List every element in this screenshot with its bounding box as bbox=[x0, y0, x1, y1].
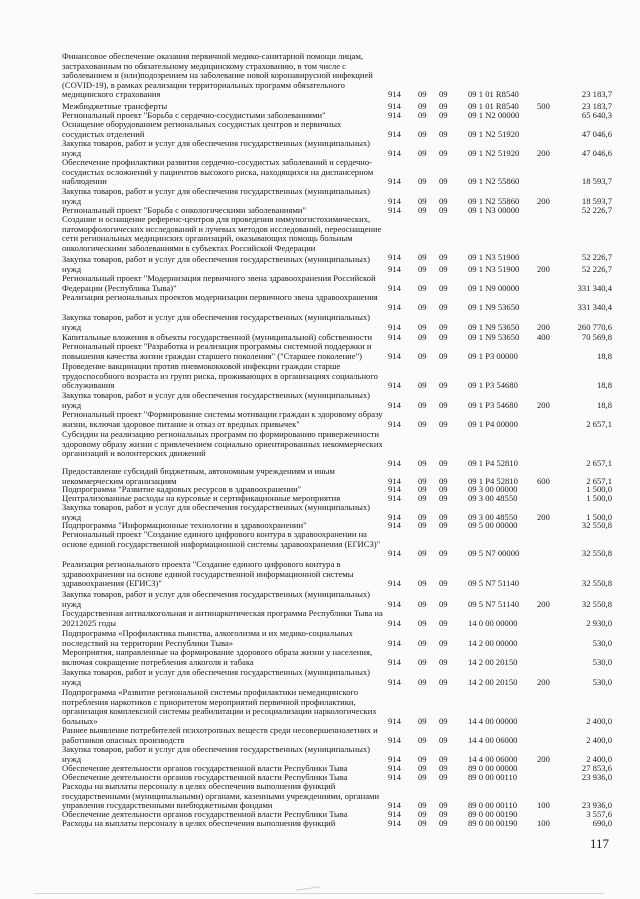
row-rz-code: 09 bbox=[418, 110, 427, 120]
row-rz-code: 09 bbox=[418, 399, 427, 410]
row-pr-code: 09 bbox=[439, 484, 448, 494]
row-pr-code: 09 bbox=[439, 89, 448, 99]
row-gr-code: 914 bbox=[388, 89, 401, 99]
row-name: Подпрограмма «Профилактика пьянства, алкоголизма и их медико-социальных последствий на территории Республики Тыва» bbox=[62, 628, 353, 648]
row-rz-code: 09 bbox=[418, 493, 427, 503]
row-amount: 23 936,0 bbox=[581, 800, 612, 810]
row-rz-code: 09 bbox=[418, 418, 427, 429]
row-amount: 52 226,7 bbox=[581, 205, 612, 215]
row-name: Региональный проект "Формирование системы мотивации граждан к здоровому образу жизни, включая здоровое питание и отказ от вредных привычек" bbox=[62, 409, 383, 429]
row-pr-code: 09 bbox=[439, 205, 448, 215]
row-name: Обеспечение деятельности органов государственной власти Республики Тыва bbox=[62, 763, 348, 773]
row-pr-code: 09 bbox=[439, 637, 448, 648]
row-amount: 2 400,0 bbox=[586, 753, 612, 764]
row-amount: 18 593,7 bbox=[581, 176, 612, 186]
row-pr-code: 09 bbox=[439, 753, 448, 764]
row-gr-code: 914 bbox=[388, 380, 401, 390]
row-gr-code: 914 bbox=[388, 493, 401, 503]
row-amount: 2 657,1 bbox=[586, 457, 612, 468]
row-vr-code: 200 bbox=[537, 511, 550, 522]
row-cs-code: 09 1 N2 51920 bbox=[468, 147, 520, 158]
row-pr-code: 09 bbox=[439, 350, 448, 361]
row-cs-code: 09 1 P3 54680 bbox=[468, 399, 518, 410]
row-gr-code: 914 bbox=[388, 301, 401, 312]
page-number: 117 bbox=[590, 836, 610, 851]
row-pr-code: 09 bbox=[439, 128, 448, 139]
row-amount: 65 640,3 bbox=[581, 110, 612, 120]
row-amount: 2 657,1 bbox=[586, 475, 612, 486]
row-pr-code: 09 bbox=[439, 656, 448, 667]
row-amount: 47 046,6 bbox=[581, 128, 612, 139]
row-gr-code: 914 bbox=[388, 578, 401, 588]
row-vr-code: 100 bbox=[537, 818, 550, 828]
row-name: Закупка товаров, работ и услуг для обеспечения государственных (муниципальных) нужд bbox=[62, 186, 370, 206]
row-name: Закупка товаров, работ и услуг для обеспечения государственных (муниципальных) нужд bbox=[62, 390, 370, 410]
row-rz-code: 09 bbox=[418, 511, 427, 522]
row-cs-code: 89 0 00 00190 bbox=[468, 818, 518, 828]
row-gr-code: 914 bbox=[388, 101, 401, 111]
row-rz-code: 09 bbox=[418, 763, 427, 773]
row-amount: 70 569,8 bbox=[581, 332, 612, 342]
row-amount: 18,8 bbox=[596, 399, 612, 410]
row-gr-code: 914 bbox=[388, 511, 401, 522]
scan-mark bbox=[296, 886, 320, 890]
row-name: Создание и оснащение референс-центров для проведения иммуногистохимических, патоморфологических исследований и лучевых методов исследований, переоснащение сети региональных медицинских организаций, оказывающих помощь больным онкологическими заболеваниями в субъектах Российской Федерации bbox=[62, 214, 382, 253]
row-amount: 52 226,7 bbox=[581, 263, 612, 274]
row-name: Подпрограмма "Информационные технологии в здравоохранении" bbox=[62, 520, 307, 530]
row-name: Реализация региональных проектов модернизации первичного звена здравоохранения bbox=[62, 292, 378, 302]
row-name: Обеспечение профилактики развития сердечно-сосудистых заболеваний и сердечно-сосудистых осложнений у пациентов высокого риска, находящихся на диспансерном наблюдении bbox=[62, 157, 374, 186]
row-cs-code: 09 1 P3 00000 bbox=[468, 350, 518, 361]
row-gr-code: 914 bbox=[388, 176, 401, 186]
row-gr-code: 914 bbox=[388, 753, 401, 764]
row-name: Закупка товаров, работ и услуг для обеспечения государственных (муниципальных) нужд bbox=[62, 502, 370, 522]
row-cs-code: 09 5 N7 00000 bbox=[468, 548, 520, 558]
row-rz-code: 09 bbox=[418, 734, 427, 745]
row-amount: 2 400,0 bbox=[586, 715, 612, 726]
row-vr-code: 200 bbox=[537, 676, 550, 687]
row-amount: 2 930,0 bbox=[586, 617, 612, 628]
row-vr-code: 200 bbox=[537, 195, 550, 206]
row-pr-code: 09 bbox=[439, 176, 448, 186]
row-gr-code: 914 bbox=[388, 734, 401, 745]
row-gr-code: 914 bbox=[388, 252, 401, 262]
row-rz-code: 09 bbox=[418, 715, 427, 726]
row-pr-code: 09 bbox=[439, 676, 448, 687]
row-cs-code: 89 0 00 00110 bbox=[468, 800, 518, 810]
row-rz-code: 09 bbox=[418, 89, 427, 99]
row-rz-code: 09 bbox=[418, 195, 427, 206]
row-cs-code: 09 1 N3 51900 bbox=[468, 252, 520, 262]
row-pr-code: 09 bbox=[439, 809, 448, 819]
row-vr-code: 100 bbox=[537, 800, 550, 810]
row-gr-code: 914 bbox=[388, 475, 401, 486]
row-amount: 1 500,0 bbox=[586, 484, 612, 494]
row-amount: 18 593,7 bbox=[581, 195, 612, 206]
row-amount: 2 657,1 bbox=[586, 418, 612, 429]
row-name: Оснащение оборудованием региональных сосудистых центров и первичных сосудистых отделений bbox=[62, 119, 342, 139]
row-cs-code: 09 1 N9 53650 bbox=[468, 301, 520, 312]
row-pr-code: 09 bbox=[439, 332, 448, 342]
row-gr-code: 914 bbox=[388, 282, 401, 293]
row-cs-code: 09 1 N9 53650 bbox=[468, 332, 520, 342]
row-gr-code: 914 bbox=[388, 715, 401, 726]
row-gr-code: 914 bbox=[388, 457, 401, 468]
row-gr-code: 914 bbox=[388, 676, 401, 687]
row-pr-code: 09 bbox=[439, 321, 448, 332]
row-rz-code: 09 bbox=[418, 818, 427, 828]
row-amount: 260 770,6 bbox=[577, 321, 612, 332]
row-amount: 32 550,8 bbox=[581, 520, 612, 530]
row-gr-code: 914 bbox=[388, 332, 401, 342]
row-rz-code: 09 bbox=[418, 800, 427, 810]
row-rz-code: 09 bbox=[418, 350, 427, 361]
row-name: Подпрограмма «Развитие региональной системы профилактики немедицинского потребления наркотиков с приоритетом мероприятий первичной профилактики, организация комплексной системы реабилитации и ресоциализации наркологических больных» bbox=[62, 687, 377, 726]
row-amount: 18,8 bbox=[596, 380, 612, 390]
row-vr-code: 200 bbox=[537, 753, 550, 764]
row-pr-code: 09 bbox=[439, 475, 448, 486]
row-rz-code: 09 bbox=[418, 128, 427, 139]
row-gr-code: 914 bbox=[388, 110, 401, 120]
row-rz-code: 09 bbox=[418, 809, 427, 819]
row-rz-code: 09 bbox=[418, 457, 427, 468]
row-gr-code: 914 bbox=[388, 809, 401, 819]
row-amount: 52 226,7 bbox=[581, 252, 612, 262]
row-gr-code: 914 bbox=[388, 818, 401, 828]
row-cs-code: 09 1 N3 00000 bbox=[468, 205, 520, 215]
row-rz-code: 09 bbox=[418, 321, 427, 332]
row-rz-code: 09 bbox=[418, 380, 427, 390]
row-amount: 530,0 bbox=[592, 656, 612, 667]
row-amount: 331 340,4 bbox=[577, 282, 612, 293]
row-rz-code: 09 bbox=[418, 263, 427, 274]
row-name: Закупка товаров, работ и услуг для обеспечения государственных (муниципальных) нужд bbox=[62, 744, 370, 764]
row-vr-code: 200 bbox=[537, 263, 550, 274]
row-gr-code: 914 bbox=[388, 484, 401, 494]
row-rz-code: 09 bbox=[418, 753, 427, 764]
row-pr-code: 09 bbox=[439, 617, 448, 628]
row-name: Субсидии на реализацию региональных программ по формированию приверженности здоровому образу жизни с привлечением социально ориентированных некоммерческих организаций и волонтерских движений bbox=[62, 429, 383, 458]
row-gr-code: 914 bbox=[388, 263, 401, 274]
row-pr-code: 09 bbox=[439, 511, 448, 522]
row-gr-code: 914 bbox=[388, 800, 401, 810]
row-cs-code: 89 0 00 00190 bbox=[468, 809, 518, 819]
row-pr-code: 09 bbox=[439, 457, 448, 468]
row-rz-code: 09 bbox=[418, 548, 427, 558]
row-pr-code: 09 bbox=[439, 110, 448, 120]
row-gr-code: 914 bbox=[388, 399, 401, 410]
row-gr-code: 914 bbox=[388, 205, 401, 215]
row-vr-code: 200 bbox=[537, 598, 550, 609]
row-cs-code: 09 3 00 00000 bbox=[468, 484, 518, 494]
row-rz-code: 09 bbox=[418, 484, 427, 494]
row-rz-code: 09 bbox=[418, 637, 427, 648]
row-gr-code: 914 bbox=[388, 548, 401, 558]
row-rz-code: 09 bbox=[418, 656, 427, 667]
row-rz-code: 09 bbox=[418, 205, 427, 215]
row-cs-code: 09 5 N7 51140 bbox=[468, 578, 520, 588]
row-rz-code: 09 bbox=[418, 147, 427, 158]
row-vr-code: 600 bbox=[537, 475, 550, 486]
row-cs-code: 09 1 P4 00000 bbox=[468, 418, 518, 429]
row-name: Региональный проект "Модернизация первичного звена здравоохранения Российской Федерации (Республика Тыва)" bbox=[62, 273, 376, 293]
row-cs-code: 09 1 N2 55860 bbox=[468, 176, 520, 186]
row-amount: 27 853,6 bbox=[581, 763, 612, 773]
row-name: Обеспечение деятельности органов государственной власти Республики Тыва bbox=[62, 772, 348, 782]
row-amount: 47 046,6 bbox=[581, 147, 612, 158]
row-cs-code: 89 0 00 00000 bbox=[468, 763, 518, 773]
row-amount: 530,0 bbox=[592, 676, 612, 687]
row-gr-code: 914 bbox=[388, 772, 401, 782]
row-rz-code: 09 bbox=[418, 578, 427, 588]
row-vr-code: 200 bbox=[537, 399, 550, 410]
row-pr-code: 09 bbox=[439, 263, 448, 274]
row-name: Закупка товаров, работ и услуг для обеспечения государственных (муниципальных) нужд bbox=[62, 589, 370, 609]
row-name: Подпрограмма "Развитие кадровых ресурсов в здравоохранении" bbox=[62, 484, 302, 494]
row-cs-code: 09 1 P4 52810 bbox=[468, 475, 518, 486]
row-name: Расходы на выплаты персоналу в целях обеспечения выполнения функций государственными (муниципальными) органами, казенными учреждениями, органами управления государственными внебюджетными фондами bbox=[62, 781, 380, 810]
row-pr-code: 09 bbox=[439, 520, 448, 530]
row-amount: 23 183,7 bbox=[581, 101, 612, 111]
row-pr-code: 09 bbox=[439, 418, 448, 429]
row-name: Раннее выявление потребителей психотропных веществ среди несовершеннолетних и работников опасных производств bbox=[62, 725, 378, 745]
row-name: Региональный проект "Борьба с сердечно-сосудистыми заболеваниями" bbox=[62, 110, 326, 120]
row-amount: 32 550,8 bbox=[581, 548, 612, 558]
row-name: Финансовое обеспечение оказания первичной медико-санитарной помощи лицам, застрахованным по обязательному медицинскому страхованию, в том числе с заболеванием и (или)подозрением на заболевание новой коронавирусной инфекцией (COVID-19), в рамках реализации территориальных программ обязательного медицинского страхования bbox=[62, 51, 373, 99]
row-name: Государственная антиалкогольная и антинаркотическая программа Республики Тыва на 20212025 годы bbox=[62, 608, 383, 628]
row-rz-code: 09 bbox=[418, 176, 427, 186]
row-name: Централизованные расходы на курсовые и сертификационные мероприятия bbox=[62, 493, 341, 503]
row-amount: 3 557,6 bbox=[586, 809, 612, 819]
row-gr-code: 914 bbox=[388, 195, 401, 206]
row-amount: 32 550,8 bbox=[581, 598, 612, 609]
row-cs-code: 14 4 00 06000 bbox=[468, 753, 518, 764]
row-pr-code: 09 bbox=[439, 147, 448, 158]
row-rz-code: 09 bbox=[418, 598, 427, 609]
row-cs-code: 09 1 N3 51900 bbox=[468, 263, 520, 274]
row-amount: 331 340,4 bbox=[577, 301, 612, 312]
row-name: Реализация регионального проекта "Создание единого цифрового контура в здравоохранении на основе единой государственной информационной системы здравоохранения (ЕГИСЗ)" bbox=[62, 559, 354, 588]
row-name: Региональный проект "Борьба с онкологическими заболеваниями" bbox=[62, 205, 307, 215]
row-amount: 2 400,0 bbox=[586, 734, 612, 745]
row-gr-code: 914 bbox=[388, 128, 401, 139]
row-amount: 23 183,7 bbox=[581, 89, 612, 99]
row-pr-code: 09 bbox=[439, 548, 448, 558]
row-rz-code: 09 bbox=[418, 252, 427, 262]
row-cs-code: 14 4 00 00000 bbox=[468, 715, 518, 726]
row-cs-code: 14 2 00 20150 bbox=[468, 676, 518, 687]
row-vr-code: 500 bbox=[537, 101, 550, 111]
row-pr-code: 09 bbox=[439, 380, 448, 390]
row-name: Мероприятия, направленные на формирование здорового образа жизни у населения, включая сокращение потребления алкоголя и табака bbox=[62, 647, 373, 667]
row-pr-code: 09 bbox=[439, 195, 448, 206]
row-pr-code: 09 bbox=[439, 772, 448, 782]
row-vr-code: 200 bbox=[537, 147, 550, 158]
row-name: Капитальные вложения в объекты государственной (муниципальной) собственности bbox=[62, 332, 373, 342]
row-pr-code: 09 bbox=[439, 818, 448, 828]
row-rz-code: 09 bbox=[418, 676, 427, 687]
row-gr-code: 914 bbox=[388, 598, 401, 609]
row-name: Закупка товаров, работ и услуг для обеспечения государственных (муниципальных) нужд bbox=[62, 667, 370, 687]
row-cs-code: 14 4 00 06000 bbox=[468, 734, 518, 745]
row-pr-code: 09 bbox=[439, 101, 448, 111]
row-cs-code: 89 0 00 00110 bbox=[468, 772, 518, 782]
row-name: Предоставление субсидий бюджетным, автономным учреждениям и иным некоммерческим организациям bbox=[62, 466, 335, 486]
row-pr-code: 09 bbox=[439, 301, 448, 312]
row-pr-code: 09 bbox=[439, 763, 448, 773]
row-rz-code: 09 bbox=[418, 520, 427, 530]
row-pr-code: 09 bbox=[439, 715, 448, 726]
row-cs-code: 09 1 N2 51920 bbox=[468, 128, 520, 139]
scan-edge-line bbox=[34, 893, 604, 894]
row-rz-code: 09 bbox=[418, 101, 427, 111]
row-cs-code: 09 1 N9 00000 bbox=[468, 282, 520, 293]
row-rz-code: 09 bbox=[418, 282, 427, 293]
row-pr-code: 09 bbox=[439, 493, 448, 503]
row-amount: 530,0 bbox=[592, 637, 612, 648]
row-cs-code: 09 1 P4 52810 bbox=[468, 457, 518, 468]
row-amount: 690,0 bbox=[592, 818, 612, 828]
row-vr-code: 200 bbox=[537, 321, 550, 332]
row-cs-code: 09 5 00 00000 bbox=[468, 520, 518, 530]
row-name: Закупка товаров, работ и услуг для обеспечения государственных (муниципальных) нужд bbox=[62, 312, 370, 332]
row-name: Закупка товаров, работ и услуг для обеспечения государственных (муниципальных) нужд bbox=[62, 138, 370, 158]
row-gr-code: 914 bbox=[388, 520, 401, 530]
row-cs-code: 09 1 N9 53650 bbox=[468, 321, 520, 332]
row-pr-code: 09 bbox=[439, 734, 448, 745]
row-rz-code: 09 bbox=[418, 301, 427, 312]
row-pr-code: 09 bbox=[439, 578, 448, 588]
row-rz-code: 09 bbox=[418, 332, 427, 342]
row-cs-code: 14 2 00 00000 bbox=[468, 637, 518, 648]
row-gr-code: 914 bbox=[388, 321, 401, 332]
row-gr-code: 914 bbox=[388, 617, 401, 628]
row-gr-code: 914 bbox=[388, 763, 401, 773]
row-gr-code: 914 bbox=[388, 637, 401, 648]
row-gr-code: 914 bbox=[388, 147, 401, 158]
row-rz-code: 09 bbox=[418, 475, 427, 486]
row-cs-code: 09 5 N7 51140 bbox=[468, 598, 520, 609]
row-pr-code: 09 bbox=[439, 399, 448, 410]
row-pr-code: 09 bbox=[439, 598, 448, 609]
row-rz-code: 09 bbox=[418, 617, 427, 628]
row-gr-code: 914 bbox=[388, 418, 401, 429]
row-cs-code: 14 0 00 00000 bbox=[468, 617, 518, 628]
row-pr-code: 09 bbox=[439, 800, 448, 810]
row-rz-code: 09 bbox=[418, 772, 427, 782]
row-amount: 18,8 bbox=[596, 350, 612, 361]
row-amount: 32 550,8 bbox=[581, 578, 612, 588]
row-cs-code: 09 1 P3 54680 bbox=[468, 380, 518, 390]
row-cs-code: 14 2 00 20150 bbox=[468, 656, 518, 667]
row-gr-code: 914 bbox=[388, 656, 401, 667]
row-name: Региональный проект "Разработка и реализация программы системной поддержки и повышения качества жизни граждан старшего поколения" ("Старшее поколение") bbox=[62, 341, 372, 361]
row-amount: 1 500,0 bbox=[586, 511, 612, 522]
row-cs-code: 09 3 00 48550 bbox=[468, 493, 518, 503]
row-name: Расходы на выплаты персоналу в целях обеспечения выполнения функций bbox=[62, 818, 336, 828]
row-amount: 1 500,0 bbox=[586, 493, 612, 503]
row-name: Обеспечение деятельности органов государственной власти Республики Тыва bbox=[62, 809, 348, 819]
row-name: Проведение вакцинации против пневмококковой инфекции граждан старше трудоспособного возраста из групп риска, проживающих в организациях социального обслуживания bbox=[62, 361, 378, 390]
row-name: Закупка товаров, работ и услуг для обеспечения государственных (муниципальных) нужд bbox=[62, 254, 370, 274]
row-cs-code: 09 3 00 48550 bbox=[468, 511, 518, 522]
row-cs-code: 09 1 N2 55860 bbox=[468, 195, 520, 206]
row-gr-code: 914 bbox=[388, 350, 401, 361]
row-pr-code: 09 bbox=[439, 282, 448, 293]
row-vr-code: 400 bbox=[537, 332, 550, 342]
row-amount: 23 936,0 bbox=[581, 772, 612, 782]
row-cs-code: 09 1 01 R8540 bbox=[468, 101, 519, 111]
row-cs-code: 09 1 N2 00000 bbox=[468, 110, 520, 120]
row-name: Региональный проект "Создание единого цифрового контура в здравоохранении на основе единой государственной информационной системы здравоохранения (ЕГИСЗ)" bbox=[62, 529, 381, 549]
row-name: Межбюджетные трансферты bbox=[62, 101, 168, 111]
row-pr-code: 09 bbox=[439, 252, 448, 262]
row-cs-code: 09 1 01 R8540 bbox=[468, 89, 519, 99]
